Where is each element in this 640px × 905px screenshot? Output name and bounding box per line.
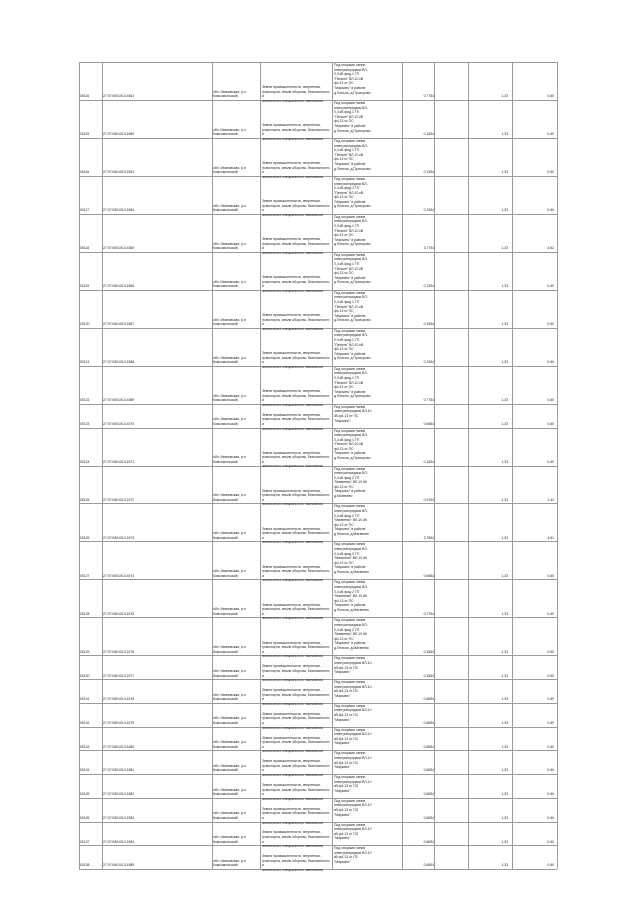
cell-area: 0,7654 (423, 360, 434, 365)
cell-purpose: Земли промышленности, энергетики, транспорта, земли обороны, безопасности и земли иного специального назначения (262, 199, 330, 217)
cell-v1: 1,33 (501, 94, 508, 99)
cell-desc: Под опорами линии электропередачи ВЛ- 0,4 кВ фид.1 ТП "Пельня" ВЛ-10 кВ ф4.13 от ПС "Марьино" в районе д.Пельня, д.Прохорово (334, 252, 371, 285)
cell-area: 0,9754 (423, 497, 434, 502)
cell-purpose: Земли промышленности, энергетики, транспорта, земли обороны, безопасности и земли иного специального назначения (262, 564, 330, 583)
cell-area: 0,7654 (423, 284, 434, 289)
cell-purpose: Земли промышленности, энергетики, транспорта, земли обороны, безопасности и земли иного специального назначения (262, 313, 330, 331)
cell-v1: 1,33 (501, 132, 508, 137)
cell-area: 0,7754 (423, 94, 434, 99)
cell-v2: 0,60 (547, 815, 554, 820)
cell-purpose: Земли промышленности, энергетики, транспорта, земли обороны, безопасности и земли иного специального назначения (262, 759, 330, 778)
cell-id: 00137 (80, 839, 90, 844)
cell-v2: 0,60 (547, 839, 554, 844)
cell-v2: 0,60 (547, 744, 554, 749)
cell-unit (433, 94, 443, 99)
cell-area: 0,7654 (423, 208, 434, 213)
cell-unit (433, 536, 443, 541)
cell-num: 27:07:0601013:1561 (103, 94, 135, 99)
cell-area: 0,1654 (423, 459, 434, 464)
cell-addr: обл. Ивановская, р-н Комсомольский (213, 241, 246, 251)
cell-desc: Под опорами линии электропередачи ВЛ- 0,4 кВ фид.1 ТП "Пельня" ВЛ-10 кВ ф4.13 от ПС "Марьино" в районе д.Пельня, д.Прохорово (334, 366, 371, 399)
cell-desc: Под опорами линии электропередачи ВЛ-10 кВ ф4.13 от ПС "Марьино" (334, 656, 372, 675)
cell-area: 0,6654 (423, 421, 434, 426)
cell-unit (433, 612, 443, 617)
cell-id: 00125 (80, 497, 90, 502)
cell-area: 0,6654 (423, 720, 434, 725)
cell-area: 0,6654 (423, 792, 434, 797)
cell-num: 27:07:0601013:1567 (103, 322, 135, 327)
cell-id: 00117 (80, 208, 90, 213)
cell-num: 27:07:0601013:1569 (103, 398, 135, 403)
cell-purpose: Земли промышленности, энергетики, транспорта, земли обороны, безопасности и земли иного специального назначения (262, 388, 330, 407)
cell-v1: 1,33 (501, 815, 508, 820)
cell-purpose: Земли промышленности, энергетики, транспорта, земли обороны, безопасности и земли иного специального назначения (262, 640, 330, 659)
cell-v1: 1,33 (501, 208, 508, 213)
cell-desc: Под опорами линии электропередачи ВЛ- 0,4 кВ фид.1 ТП "Пельня" ВЛ-10 кВ ф4.13 от ПС "Марьино" в районе д.Пельня, д.Прохорово (334, 176, 371, 209)
cell-v2: 0,60 (547, 208, 554, 213)
cell-v1: 1,33 (501, 697, 508, 702)
cell-v2: 0,60 (547, 398, 554, 403)
cell-id: 00138 (80, 863, 90, 868)
cell-v1: 1,33 (501, 649, 508, 654)
cell-num: 27:07:0601013:1565 (103, 246, 135, 251)
cell-addr: обл. Ивановская, р-н Комсомольский (213, 858, 246, 868)
cell-unit (433, 284, 443, 289)
cell-unit (433, 863, 443, 868)
column-divider (260, 62, 261, 869)
cell-desc: Под опорами линии электропередачи ВЛ- 0,4 кВ фид.1 ТП "Пельня" ВЛ-10 кВ ф4.13 от ПС "Марьино" в районе д.Пельня, д.Прохорово (334, 100, 371, 133)
cell-v1: 1,33 (501, 360, 508, 365)
cell-v1: 1,33 (501, 611, 508, 616)
cell-v1: 1,33 (501, 673, 508, 678)
cell-desc: Под опорами линии электропередачи ВЛ-10 кВ ф4.13 от ПС "Марьино" (334, 727, 372, 746)
cell-addr: обл. Ивановская, р-н Комсомольский (213, 607, 246, 616)
cell-num: 27:07:0601013:1577 (103, 673, 135, 678)
column-divider (332, 62, 333, 869)
cell-desc: Под опорами линии электропередачи ВЛ- 0,4 кВ фид.2 ТП "Матвеево" ВЛ-10 кВ ф4.13 от ПС "Марьино" в районе д.Матвеево (334, 466, 368, 499)
cell-unit (433, 697, 443, 702)
cell-purpose: Земли промышленности, энергетики, транспорта, земли обороны, безопасности и земли иного специального назначения (262, 735, 330, 754)
cell-unit (433, 460, 443, 465)
cell-desc: Под опорами линии электропередачи ВЛ- 0,4 кВ фид.1 ТП "Пельня" ВЛ-10 кВ ф4.13 от ПС "Марьино" в районе д.Пельня, д.Прохорово (334, 428, 371, 461)
cell-purpose: Земли промышленности, энергетики, транспорта, земли обороны, безопасности и земли иного специального назначения (262, 711, 330, 730)
cell-desc: Под опорами линии электропередачи ВЛ-10 кВ ф4.13 от ПС "Марьино" (334, 775, 372, 793)
cell-id: 00118 (80, 246, 90, 251)
cell-area: 0,1654 (423, 649, 434, 654)
cell-desc: Под опорами линии электропередачи ВЛ- 0,4 кВ фид.1 ТП "Пельня" ВЛ-10 кВ ф4.13 от ПС "Марьино" в районе д.Пельня, д.Прохорово (334, 63, 371, 95)
cell-addr: обл. Ивановская, р-н Комсомольский (213, 692, 246, 702)
cell-desc: Под опорами линии электропередачи ВЛ-10 кВ ф4.13 от ПС "Марьино" (334, 680, 372, 698)
column-divider (402, 62, 403, 869)
cell-num: 27:07:0601013:1573 (103, 535, 135, 540)
cell-addr: обл. Ивановская, р-н Комсомольский (213, 668, 246, 678)
cell-v2: 4,81 (547, 535, 554, 540)
cell-area: 0,7754 (423, 611, 434, 616)
cell-purpose: Земли промышленности, энергетики, транспорта, земли обороны, безопасности и земли иного специального назначения (262, 275, 330, 293)
cell-num: 27:07:0601013:1584 (103, 839, 135, 844)
cell-unit (433, 721, 443, 726)
cell-v1: 1,33 (501, 170, 508, 175)
cell-desc: Под опорами линии электропередачи ВЛ-10 кВ ф4.13 от ПС "Марьино" (334, 822, 372, 841)
cell-unit (433, 574, 443, 579)
cell-desc: Под опорами линии электропередачи ВЛ- 0,4 кВ фид.1 ТП "Пельня" ВЛ-10 кВ ф4.13 от ПС "Марьино" в районе д.Пельня, д.Прохорово (334, 214, 371, 247)
cell-v2: 0,60 (547, 132, 554, 137)
cell-v2: 0,60 (547, 284, 554, 289)
cell-unit (433, 398, 443, 403)
cell-purpose: Земли промышленности, энергетики, транспорта, земли обороны, безопасности и земли иного специального назначения (262, 806, 330, 825)
cell-v2: 0,60 (547, 94, 554, 99)
cell-addr: обл. Ивановская, р-н Комсомольский (213, 740, 246, 749)
cell-area: 0,6654 (423, 744, 434, 749)
cell-v1: 1,33 (501, 535, 508, 540)
cell-num: 27:07:0601013:1575 (103, 611, 135, 616)
cell-v1: 1,33 (501, 459, 508, 464)
cell-v1: 1,33 (501, 839, 508, 844)
cell-num: 27:07:0601013:1582 (103, 792, 135, 797)
cell-area: 0,6654 (423, 697, 434, 702)
cell-desc: Под опорами линии электропередачи ВЛ- 0,4 кВ фид.1 ТП "Пельня" ВЛ-10 кВ ф4.13 от ПС "Марьино" в районе д.Пельня, д.Прохорово (334, 328, 371, 361)
cell-purpose: Земли промышленности, энергетики, транспорта, земли обороны, безопасности и земли иного специального назначения (262, 161, 330, 179)
cell-v1: 1,33 (501, 421, 508, 426)
cell-purpose: Земли промышленности, энергетики, транспорта, земли обороны, безопасности и земли иного специального назначения (262, 782, 330, 801)
cell-area: 0,1654 (423, 132, 434, 137)
cell-area: 0,6654 (423, 815, 434, 820)
cell-v2: 0,60 (547, 673, 554, 678)
cell-area: 0,1654 (423, 322, 434, 327)
cell-num: 27:07:0601013:1561 (103, 170, 135, 175)
cell-purpose: Земли промышленности, энергетики, транспорта, земли обороны, безопасности и земли иного специального назначения (262, 237, 330, 255)
cell-v1: 1,33 (501, 322, 508, 327)
cell-area: 0,6654 (423, 768, 434, 773)
cell-unit (433, 360, 443, 365)
cell-unit (433, 816, 443, 821)
cell-num: 27:07:0601013:1576 (103, 649, 135, 654)
cell-unit (433, 132, 443, 137)
cell-unit (433, 170, 443, 175)
cell-addr: обл. Ивановская, р-н Комсомольский (213, 127, 246, 137)
cell-area: 3,7754 (423, 246, 434, 251)
cell-v1: 1,33 (501, 497, 508, 502)
cell-v1: 1,33 (501, 246, 508, 251)
cell-addr: обл. Ивановская, р-н Комсомольский (213, 355, 246, 365)
cell-addr: обл. Ивановская, р-н Комсомольский (213, 393, 246, 403)
cell-num: 27:07:0601013:1583 (103, 815, 135, 820)
cell-desc: Под опорами линии электропередачи ВЛ- 0,4 кВ фид.2 ТП "Матвеево" ВЛ-10 кВ ф4.13 от ПС "Марьино" в районе д.Пельня, д.Матвеево (334, 618, 369, 650)
cell-v1: 1,33 (501, 863, 508, 868)
cell-num: 27:07:0601013:1560 (103, 132, 135, 137)
cell-addr: обл. Ивановская, р-н Комсомольский (213, 645, 246, 654)
cell-v2: 0,60 (547, 649, 554, 654)
cell-addr: обл. Ивановская, р-н Комсомольский (213, 835, 246, 844)
cell-v2: 0,60 (547, 322, 554, 327)
cell-v2: 0,60 (547, 720, 554, 725)
cell-num: 27:07:0601013:1564 (103, 208, 135, 213)
cell-unit (433, 792, 443, 797)
cell-v1: 1,33 (501, 744, 508, 749)
cell-v2: 2,42 (547, 497, 554, 502)
cell-unit (433, 768, 443, 773)
cell-purpose: Земли промышленности, энергетики, транспорта, земли обороны, безопасности и земли иного специального назначения (262, 412, 330, 431)
cell-num: 27:07:0601013:1566 (103, 284, 135, 289)
column-divider (468, 62, 469, 869)
cell-desc: Под опорами линии электропередачи ВЛ- 0,4 кВ фид.1 ТП "Пельня" ВЛ-10 кВ ф4.13 от ПС "Марьино" в районе д.Пельня, д.Прохорово (334, 290, 371, 323)
cell-area: 3,7654 (423, 535, 434, 540)
cell-purpose: Земли промышленности, энергетики, транспорта, земли обороны, безопасности и земли иного специального назначения (262, 450, 330, 469)
cell-id: 00126 (80, 535, 90, 540)
cell-v2: 0,60 (547, 459, 554, 464)
column-divider (512, 62, 513, 869)
cell-id: 00128 (80, 611, 90, 616)
cell-id: 00129 (80, 649, 90, 654)
cell-id: 00120 (80, 322, 90, 327)
cell-v1: 1,33 (501, 398, 508, 403)
cell-v1: 1,33 (501, 792, 508, 797)
cell-v2: 0,60 (547, 170, 554, 175)
cell-area: 0,7754 (423, 398, 434, 403)
cell-num: 27:07:0601013:1578 (103, 697, 135, 702)
cell-addr: обл. Ивановская, р-н Комсомольский (213, 203, 246, 213)
cell-addr: обл. Ивановская, р-н Комсомольский (213, 455, 246, 464)
cell-desc: Под опорами линии электропередачи ВЛ- 0,4 кВ фид.2 ТП "Матвеево" ВЛ-10 кВ ф4.13 от ПС "Марьино" в районе д.Пельня, д.Матвеево (334, 580, 369, 612)
cell-unit (433, 322, 443, 327)
cell-v2: 0,60 (547, 863, 554, 868)
cell-num: 27:07:0601013:1574 (103, 573, 135, 578)
cell-v2: 0,60 (547, 768, 554, 773)
cell-desc: Под опорами линии электропередачи ВЛ-10 кВ ф4.13 от ПС "Марьино" (334, 798, 372, 817)
cell-num: 27:07:0601013:1580 (103, 744, 135, 749)
cell-id: 00136 (80, 815, 90, 820)
cell-id: 00130 (80, 673, 90, 678)
cell-unit (433, 208, 443, 213)
cell-unit (433, 745, 443, 750)
cell-addr: обл. Ивановская, р-н Комсомольский (213, 763, 246, 773)
cell-v2: 0,60 (547, 360, 554, 365)
row-divider (79, 62, 557, 63)
cell-purpose: Земли промышленности, энергетики, транспорта, земли обороны, безопасности и земли иного специального назначения (262, 602, 330, 621)
cell-desc: Под опорами линии электропередачи ВЛ-10 кВ ф4.13 от ПС "Марьино" (334, 846, 372, 865)
cell-desc: Под опорами линии электропередачи ВЛ- 0,4 кВ фид.2 ТП "Матвеево" ВЛ-10 кВ ф4.13 от ПС "Марьино" в районе д.Пельня, д.Матвеево (334, 504, 369, 537)
cell-purpose: Земли промышленности, энергетики, транспорта, земли обороны, безопасности и земли иного специального назначения (262, 854, 330, 872)
column-divider (557, 62, 558, 869)
cell-area: 0,7654 (423, 170, 434, 175)
cell-id: 00133 (80, 744, 90, 749)
cell-desc: Под опорами линии электропередачи ВЛ- 0,4 кВ фид.1 ТП "Пельня" ВЛ-10 кВ ф4.13 от ПС "Марьино" в районе д.Пельня, д.Прохорово (334, 138, 371, 171)
cell-area: 0,1654 (423, 673, 434, 678)
cell-id: 00127 (80, 573, 90, 578)
cell-unit (433, 840, 443, 845)
cell-area: 0,6654 (423, 839, 434, 844)
cell-purpose: Земли промышленности, энергетики, транспорта, земли обороны, безопасности и земли иного специального назначения (262, 85, 330, 103)
cell-id: 00132 (80, 720, 90, 725)
cell-num: 27:07:0601013:1568 (103, 360, 135, 365)
cell-v2: 0,60 (547, 792, 554, 797)
cell-v1: 1,33 (501, 573, 508, 578)
cell-id: 00131 (80, 697, 90, 702)
cell-purpose: Земли промышленности, энергетики, транспорта, земли обороны, безопасности и земли иного специального назначения (262, 664, 330, 683)
cell-num: 27:07:0601013:1579 (103, 720, 135, 725)
cell-v2: 0,60 (547, 421, 554, 426)
cell-id: 00115 (80, 132, 90, 137)
cell-num: 27:07:0601013:1571 (103, 459, 135, 464)
cell-v2: 0,60 (547, 697, 554, 702)
cell-id: 00134 (80, 768, 90, 773)
cell-id: 00119 (80, 284, 90, 289)
cell-purpose: Земли промышленности, энергетики, транспорта, земли обороны, безопасности и земли иного специального назначения (262, 351, 330, 369)
cell-purpose: Земли промышленности, энергетики, транспорта, земли обороны, безопасности и земли иного специального назначения (262, 526, 330, 545)
cell-id: 00123 (80, 421, 90, 426)
cell-addr: обл. Ивановская, р-н Комсомольский (213, 89, 246, 99)
cell-addr: обл. Ивановская, р-н Комсомольский (213, 317, 246, 327)
cell-addr: обл. Ивановская, р-н Комсомольский (213, 787, 246, 797)
cell-unit (433, 246, 443, 251)
cell-id: 00116 (80, 94, 90, 99)
cell-area: 0,6654 (423, 863, 434, 868)
cell-v2: 0,60 (547, 611, 554, 616)
cell-v2: 4,52 (547, 246, 554, 251)
cell-addr: обл. Ивановская, р-н Комсомольский (213, 531, 246, 540)
cell-addr: обл. Ивановская, р-н Комсомольский (213, 279, 246, 289)
cell-purpose: Земли промышленности, энергетики, транспорта, земли обороны, безопасности и земли иного специального назначения (262, 123, 330, 141)
cell-addr: обл. Ивановская, р-н Комсомольский (213, 493, 246, 502)
cell-id: 00121 (80, 360, 90, 365)
cell-addr: обл. Ивановская, р-н Комсомольский (213, 417, 246, 426)
cell-unit (433, 674, 443, 679)
cell-v2: 0,60 (547, 573, 554, 578)
cell-addr: обл. Ивановская, р-н Комсомольский (213, 716, 246, 725)
cell-purpose: Земли промышленности, энергетики, транспорта, земли обороны, безопасности и земли иного специального назначения (262, 688, 330, 706)
cell-v1: 1,33 (501, 284, 508, 289)
cell-unit (433, 422, 443, 427)
cell-desc: Под опорами линии электропередачи ВЛ- 0,4 кВ фид.2 ТП "Матвеево" ВЛ-10 кВ ф4.13 от ПС "Марьино" в районе д.Пельня, д.Матвеево (334, 542, 369, 574)
cell-purpose: Земли промышленности, энергетики, транспорта, земли обороны, безопасности и земли иного специального назначения (262, 830, 330, 849)
cell-addr: обл. Ивановская, р-н Комсомольский (213, 569, 246, 578)
cell-id: 00124 (80, 459, 90, 464)
cell-num: 27:07:0601013:1585 (103, 863, 135, 868)
cell-desc: Под опорами линии электропередачи ВЛ-10 кВ ф4.13 от ПС "Марьино" (334, 703, 372, 722)
cell-id: 00116 (80, 170, 90, 175)
cell-unit (433, 498, 443, 503)
cell-area: 0,6654 (423, 573, 434, 578)
cell-unit (433, 650, 443, 655)
cell-desc: Под опорами линии электропередачи ВЛ-10 кВ ф4.13 от ПС "Марьино" (334, 404, 372, 423)
cell-num: 27:07:0601013:1581 (103, 768, 135, 773)
cell-addr: обл. Ивановская, р-н Комсомольский (213, 811, 246, 820)
cell-v1: 1,33 (501, 720, 508, 725)
cell-purpose: Земли промышленности, энергетики, транспорта, земли обороны, безопасности и земли иного специального назначения (262, 488, 330, 507)
cell-id: 00135 (80, 792, 90, 797)
cell-num: 27:07:0601013:1572 (103, 497, 135, 502)
cell-desc: Под опорами линии электропередачи ВЛ-10 кВ ф4.13 от ПС "Марьино" (334, 751, 372, 770)
cell-id: 00122 (80, 398, 90, 403)
cell-v1: 1,33 (501, 768, 508, 773)
cell-addr: обл. Ивановская, р-н Комсомольский (213, 165, 246, 175)
cell-num: 27:07:0601013:1570 (103, 421, 135, 426)
